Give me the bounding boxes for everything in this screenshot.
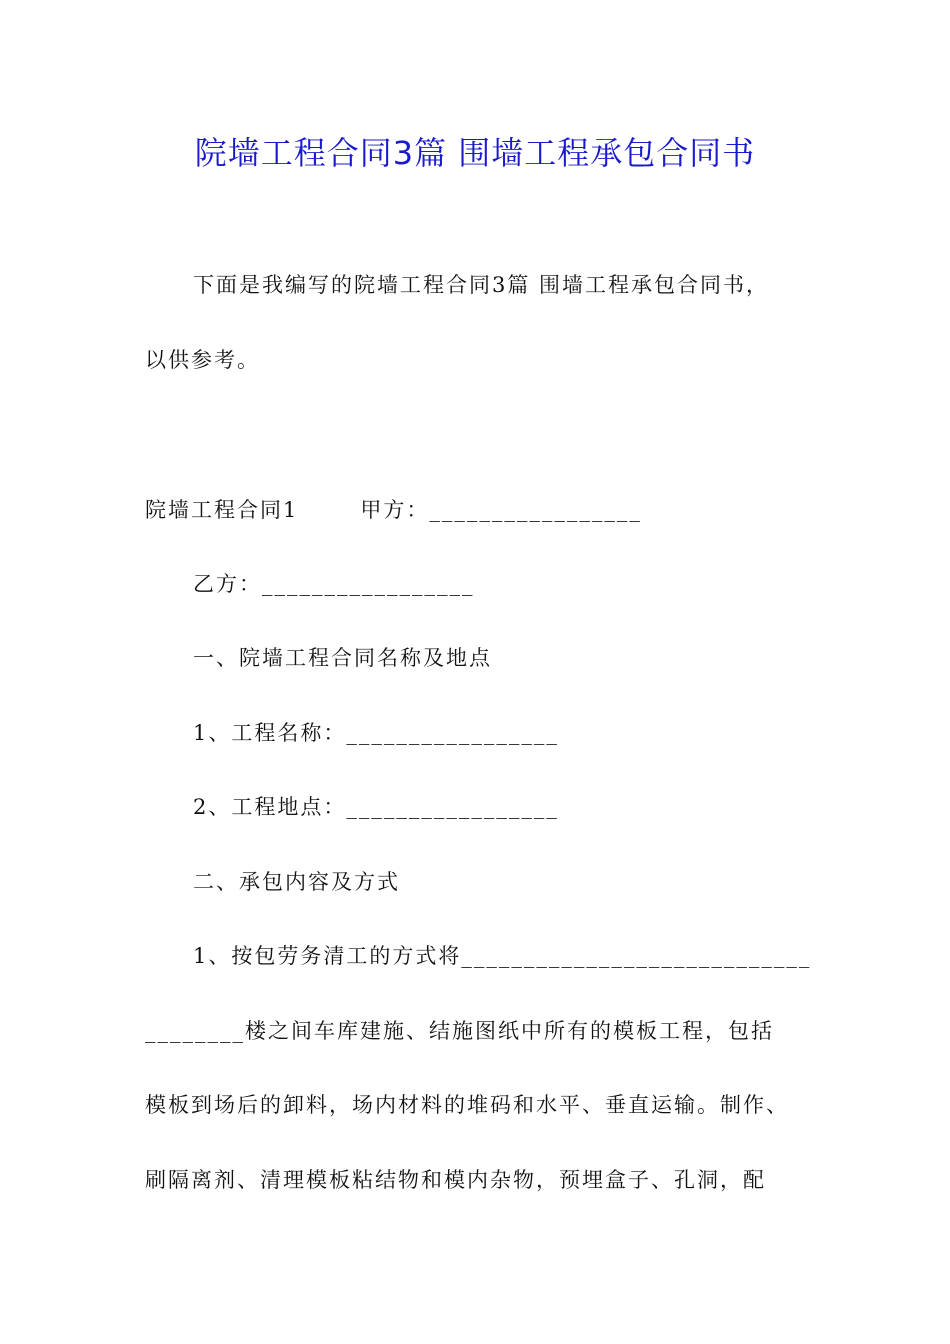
party-a-field: 甲方：_________________ bbox=[360, 498, 642, 522]
document-title: 院墙工程合同3篇 围墙工程承包合同书 bbox=[194, 134, 756, 172]
contract-heading: 院墙工程合同1 bbox=[145, 498, 299, 522]
intro-line-1: 下面是我编写的院墙工程合同3篇 围墙工程承包合同书， bbox=[193, 273, 770, 297]
project-location-field: 2、工程地点：_________________ bbox=[193, 795, 559, 819]
paragraph-line-2: ________楼之间车库建施、结施图纸中所有的模板工程，包括 bbox=[145, 1019, 774, 1043]
section-2-heading: 二、承包内容及方式 bbox=[193, 870, 400, 894]
project-name-field: 1、工程名称：_________________ bbox=[193, 721, 559, 745]
section-1-heading: 一、院墙工程合同名称及地点 bbox=[193, 646, 492, 670]
contract-heading-row bbox=[145, 490, 642, 530]
intro-line-2: 以供参考。 bbox=[145, 348, 260, 372]
paragraph-line-4: 刷隔离剂、清理模板粘结物和模内杂物，预埋盒子、孔洞，配 bbox=[145, 1168, 766, 1192]
paragraph-line-1: 1、按包劳务清工的方式将____________________________ bbox=[193, 944, 812, 968]
paragraph-line-3: 模板到场后的卸料，场内材料的堆码和水平、垂直运输。制作、 bbox=[145, 1093, 789, 1117]
party-b-field: 乙方：_________________ bbox=[193, 572, 475, 596]
